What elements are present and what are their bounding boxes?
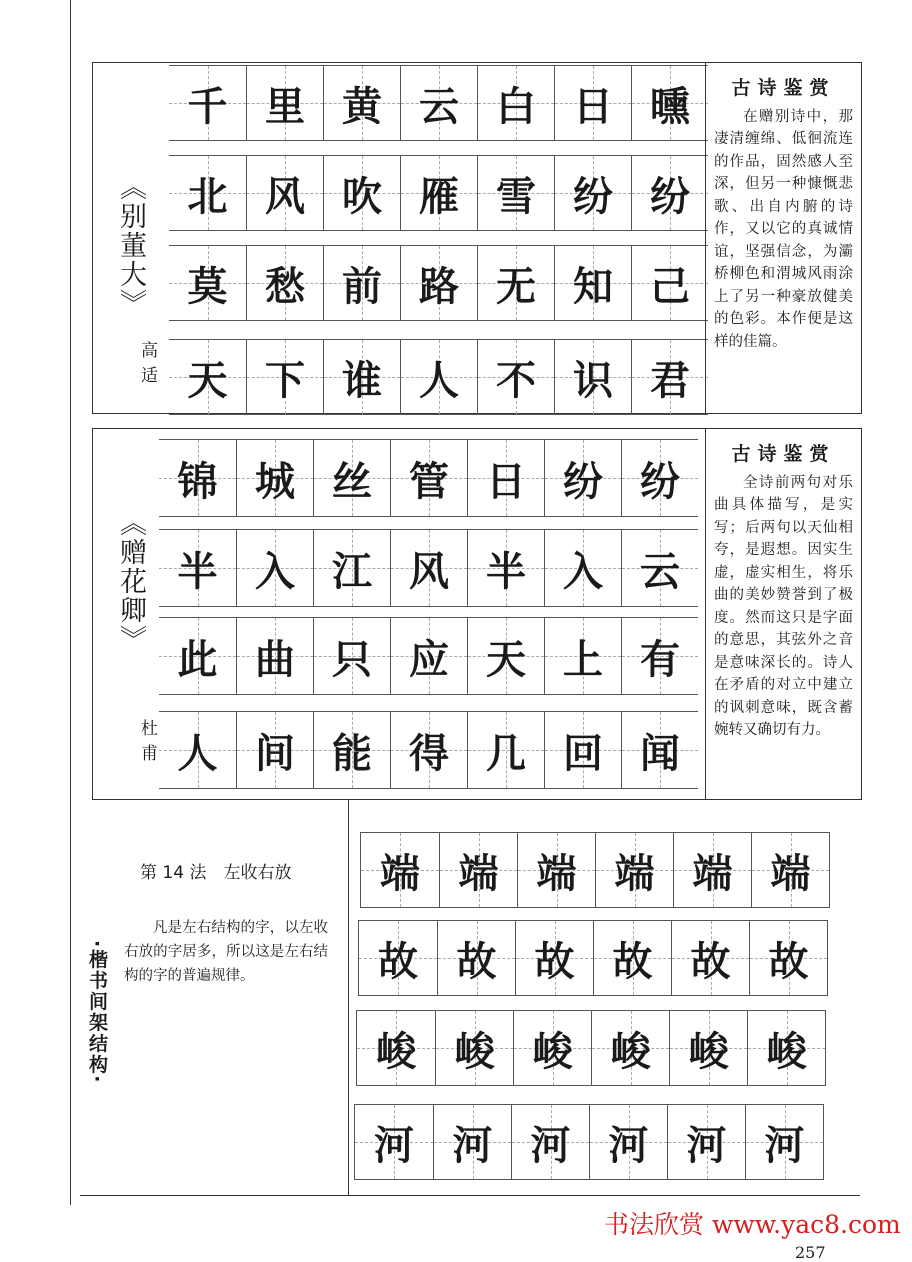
grid-row (159, 711, 698, 789)
grid-row (169, 245, 708, 321)
calligraphy-character: 黄 (342, 82, 382, 130)
character-cell (313, 712, 390, 788)
calligraphy-character: 峻 (454, 1027, 495, 1075)
character-cell (631, 246, 708, 320)
character-cell (544, 440, 621, 516)
calligraphy-character: 河 (530, 1121, 571, 1169)
character-cell (400, 66, 477, 140)
character-cell (667, 1105, 745, 1179)
calligraphy-character: 莫 (187, 262, 228, 310)
character-cell (591, 1011, 669, 1085)
character-cell (400, 156, 477, 230)
grid-row (169, 155, 708, 231)
calligraphy-character: 下 (265, 356, 305, 404)
calligraphy-character: 云 (419, 82, 459, 130)
calligraphy-character: 日 (573, 82, 613, 130)
grid-row (159, 439, 698, 517)
character-cell (631, 156, 708, 230)
calligraphy-character: 河 (452, 1121, 493, 1169)
character-cell (400, 246, 477, 320)
calligraphy-character: 端 (770, 849, 811, 897)
calligraphy-character: 雪 (496, 172, 536, 220)
character-cell (400, 340, 477, 414)
calligraphy-character: 识 (573, 356, 613, 404)
character-cell (544, 530, 621, 606)
calligraphy-character: 江 (332, 547, 372, 595)
character-cell (390, 712, 467, 788)
calligraphy-character: 几 (486, 729, 526, 777)
poem-title: 《别董大》 (115, 173, 146, 318)
character-cell (749, 921, 827, 995)
character-cell (313, 530, 390, 606)
poem-section-1 (92, 62, 862, 414)
calligraphy-character: 君 (650, 356, 690, 404)
calligraphy-character: 半 (486, 547, 526, 595)
character-cell (435, 1011, 513, 1085)
poem-title: 《赠花卿》 (115, 509, 146, 654)
calligraphy-character: 入 (563, 547, 603, 595)
character-cell (621, 618, 698, 694)
calligraphy-character: 天 (486, 635, 526, 683)
character-cell (477, 246, 554, 320)
calligraphy-character: 愁 (265, 262, 305, 310)
calligraphy-character: 入 (255, 547, 295, 595)
page-margin-line (70, 0, 71, 1205)
calligraphy-character: 路 (419, 262, 459, 310)
calligraphy-character: 雁 (419, 172, 459, 220)
character-cell (745, 1105, 823, 1179)
grid-row (354, 1104, 824, 1180)
character-cell (554, 246, 631, 320)
character-cell (467, 440, 544, 516)
character-cell (621, 440, 698, 516)
character-cell (544, 712, 621, 788)
character-cell (467, 530, 544, 606)
calligraphy-character: 管 (409, 457, 449, 505)
character-cell (323, 246, 400, 320)
character-cell (313, 618, 390, 694)
calligraphy-character: 河 (374, 1121, 414, 1169)
character-cell (159, 618, 236, 694)
character-cell (246, 156, 323, 230)
grid-row (358, 920, 828, 996)
calligraphy-character: 人 (177, 729, 218, 777)
calligraphy-character: 端 (614, 849, 655, 897)
calligraphy-character: 故 (378, 937, 418, 985)
calligraphy-character: 故 (690, 937, 731, 985)
grid-row (356, 1010, 826, 1086)
character-cell (313, 440, 390, 516)
calligraphy-character: 天 (187, 356, 228, 404)
calligraphy-character: 河 (764, 1121, 805, 1169)
calligraphy-character: 有 (640, 635, 680, 683)
calligraphy-character: 峻 (532, 1027, 573, 1075)
calligraphy-character: 故 (456, 937, 497, 985)
poem-section-2 (92, 428, 862, 800)
calligraphy-character: 吹 (342, 172, 382, 220)
lesson-section (80, 800, 860, 1196)
note-heading: 古诗鉴赏 (731, 443, 836, 465)
calligraphy-character: 间 (255, 729, 295, 777)
calligraphy-character: 河 (686, 1121, 727, 1169)
character-cell (554, 66, 631, 140)
calligraphy-character: 无 (496, 262, 536, 310)
grid-row (360, 832, 830, 908)
note-heading: 古诗鉴赏 (731, 77, 836, 99)
side-section-label: ·楷书间架结构· (86, 940, 108, 1085)
lesson-text: 凡是左右结构的字，以左收右放的字居多，所以这是左右结构的字的普遍规律。 (124, 920, 328, 984)
character-cell (355, 1105, 433, 1179)
character-cell (544, 618, 621, 694)
calligraphy-character: 峻 (766, 1027, 807, 1075)
poem-appreciation (705, 63, 861, 413)
character-cell (357, 1011, 435, 1085)
calligraphy-character: 闻 (640, 729, 680, 777)
character-cell (169, 156, 246, 230)
character-cell (631, 66, 708, 140)
grid-row (169, 65, 708, 141)
character-cell (515, 921, 593, 995)
calligraphy-character: 端 (380, 849, 420, 897)
calligraphy-character: 纷 (573, 172, 613, 220)
calligraphy-character: 纷 (563, 457, 603, 505)
character-cell (359, 921, 437, 995)
calligraphy-character: 端 (536, 849, 577, 897)
calligraphy-character: 风 (265, 172, 305, 220)
character-cell (673, 833, 751, 907)
character-cell (589, 1105, 667, 1179)
calligraphy-character: 谁 (342, 356, 382, 404)
character-cell (246, 340, 323, 414)
character-cell (669, 1011, 747, 1085)
character-cell (593, 921, 671, 995)
calligraphy-character: 日 (486, 457, 526, 505)
character-cell (323, 340, 400, 414)
character-cell (467, 618, 544, 694)
character-cell (236, 530, 313, 606)
character-cell (236, 440, 313, 516)
calligraphy-character: 故 (612, 937, 653, 985)
character-cell (169, 66, 246, 140)
calligraphy-character: 城 (255, 457, 295, 505)
calligraphy-character: 故 (768, 937, 809, 985)
character-cell (747, 1011, 825, 1085)
character-cell (517, 833, 595, 907)
character-cell (236, 618, 313, 694)
calligraphy-character: 峻 (376, 1027, 416, 1075)
character-cell (236, 712, 313, 788)
character-cell (595, 833, 673, 907)
calligraphy-character: 千 (187, 82, 228, 130)
practice-grid (169, 63, 707, 413)
poem-appreciation (705, 429, 861, 799)
character-cell (554, 156, 631, 230)
lesson-panel-divider (348, 800, 349, 1195)
calligraphy-character: 半 (177, 547, 218, 595)
calligraphy-character: 不 (496, 356, 536, 404)
calligraphy-character: 丝 (332, 457, 372, 505)
calligraphy-character: 知 (573, 262, 613, 310)
calligraphy-character: 曲 (255, 635, 295, 683)
character-cell (390, 530, 467, 606)
character-cell (751, 833, 829, 907)
character-cell (390, 440, 467, 516)
character-cell (361, 833, 439, 907)
calligraphy-character: 峻 (610, 1027, 651, 1075)
character-cell (169, 340, 246, 414)
calligraphy-character: 能 (332, 729, 372, 777)
character-cell (439, 833, 517, 907)
calligraphy-character: 纷 (650, 172, 690, 220)
character-cell (554, 340, 631, 414)
calligraphy-character: 前 (342, 262, 382, 310)
calligraphy-character: 风 (409, 547, 449, 595)
calligraphy-character: 此 (177, 635, 218, 683)
character-cell (437, 921, 515, 995)
calligraphy-character: 人 (419, 356, 459, 404)
calligraphy-character: 北 (187, 172, 228, 220)
lesson-title: 第 14 法 左收右放 (140, 863, 292, 883)
calligraphy-character: 河 (608, 1121, 649, 1169)
calligraphy-character: 己 (650, 262, 690, 310)
character-cell (159, 712, 236, 788)
character-cell (671, 921, 749, 995)
character-cell (246, 66, 323, 140)
calligraphy-character: 峻 (688, 1027, 729, 1075)
calligraphy-character: 回 (563, 729, 603, 777)
calligraphy-character: 里 (265, 82, 305, 130)
page-number: 257 (795, 1243, 826, 1262)
character-cell (323, 66, 400, 140)
note-text: 全诗前两句对乐曲具体描写，是实写；后两句以天仙相夸，是遐想。因实生虚，虚实相生，将乐曲的美妙赞誉到了极度。然而这只是字面的意思，其弦外之音是意味深长的。诗人在矛盾的对立中建立的讽刺意味，既含蓄婉转又确切有力。 (714, 474, 853, 738)
character-cell (323, 156, 400, 230)
practice-grid (360, 800, 830, 1190)
practice-grid (159, 429, 699, 799)
calligraphy-character: 端 (692, 849, 733, 897)
calligraphy-character: 只 (332, 635, 372, 683)
character-cell (477, 340, 554, 414)
character-cell (159, 440, 236, 516)
calligraphy-character: 上 (563, 635, 603, 683)
character-cell (621, 530, 698, 606)
character-cell (159, 530, 236, 606)
watermark: 书法欣赏 www.yac8.com (604, 1210, 901, 1239)
character-cell (433, 1105, 511, 1179)
character-cell (631, 340, 708, 414)
character-cell (513, 1011, 591, 1085)
grid-row (169, 339, 708, 415)
character-cell (246, 246, 323, 320)
character-cell (169, 246, 246, 320)
calligraphy-character: 云 (640, 547, 680, 595)
grid-row (159, 529, 698, 607)
character-cell (477, 66, 554, 140)
calligraphy-character: 曛 (650, 82, 690, 130)
character-cell (511, 1105, 589, 1179)
character-cell (467, 712, 544, 788)
calligraphy-character: 应 (409, 635, 449, 683)
character-cell (621, 712, 698, 788)
calligraphy-character: 锦 (177, 457, 218, 505)
calligraphy-character: 端 (458, 849, 499, 897)
note-text: 在赠别诗中，那凄清缠绵、低徊流连的作品，固然感人至深，但另一种慷慨悲歌、出自内腑的诗作，又以它的真诚情谊，坚强信念，为灞桥柳色和渭城风雨涂上了另一种豪放健美的色彩。本作便是这样的佳篇。 (714, 108, 853, 350)
calligraphy-character: 白 (496, 82, 536, 130)
calligraphy-character: 得 (409, 729, 449, 777)
character-cell (390, 618, 467, 694)
calligraphy-character: 纷 (640, 457, 680, 505)
poem-author: 高适 (137, 341, 157, 391)
grid-row (159, 617, 698, 695)
character-cell (477, 156, 554, 230)
calligraphy-character: 故 (534, 937, 575, 985)
poem-author: 杜甫 (137, 719, 157, 769)
